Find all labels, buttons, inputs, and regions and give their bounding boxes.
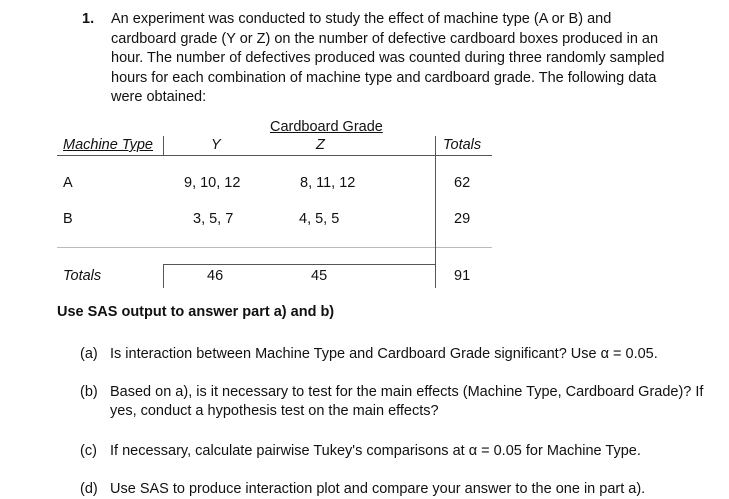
- totals-row-label: Totals: [63, 268, 102, 284]
- cell-a-z: 8, 11, 12: [300, 175, 356, 191]
- table-rule-totals: [163, 264, 435, 265]
- table-rule-mid: [57, 247, 492, 248]
- cell-a-y: 9, 10, 12: [184, 175, 241, 191]
- group-header: Cardboard Grade: [270, 119, 383, 135]
- part-label: (d): [80, 481, 98, 497]
- part-text: Is interaction between Machine Type and Cardboard Grade significant? Use α = 0.05.: [110, 346, 658, 362]
- part-text: If necessary, calculate pairwise Tukey's comparisons at α = 0.05 for Machine Type.: [110, 443, 641, 459]
- cell-b-total: 29: [454, 211, 471, 227]
- col-header-z: Z: [316, 137, 325, 153]
- part-label: (b): [80, 384, 98, 400]
- table-vline-right: [435, 136, 436, 288]
- table-vline-left-top: [163, 136, 164, 156]
- row-header: Machine Type: [63, 137, 153, 153]
- problem-text: [111, 10, 691, 108]
- problem-number: 1.: [82, 11, 95, 27]
- part-label: (c): [80, 443, 97, 459]
- col-header-y: Y: [211, 137, 221, 153]
- problem-line: hour. The number of defectives produced was counted during three randomly sampled: [111, 50, 665, 66]
- row-label-b: B: [63, 211, 73, 227]
- col-header-totals: Totals: [443, 137, 482, 153]
- problem-line: hours for each combination of machine type and cardboard grade. The following data: [111, 69, 657, 86]
- problem-line: cardboard grade (Y or Z) on the number of defective cardboard boxes produced in an: [111, 30, 659, 47]
- cell-a-total: 62: [454, 175, 471, 191]
- total-y: 46: [207, 268, 224, 284]
- cell-b-y: 3, 5, 7: [193, 211, 234, 227]
- part-text: Use SAS to produce interaction plot and compare your answer to the one in part a).: [110, 481, 646, 497]
- row-label-a: A: [63, 175, 73, 191]
- part-label: (a): [80, 346, 98, 362]
- problem-line: were obtained:: [111, 89, 207, 105]
- instruction-text: Use SAS output to answer part a) and b): [57, 304, 335, 320]
- cell-b-z: 4, 5, 5: [299, 211, 340, 227]
- total-z: 45: [311, 268, 328, 284]
- problem-line: An experiment was conducted to study the effect of machine type (A or B) and: [111, 11, 612, 27]
- part-text: Based on a), is it necessary to test for the main effects (Machine Type, Cardboard Grade)? If yes, conduct a hypothesis test on the main effects?: [110, 384, 704, 419]
- table-vline-left-bottom: [163, 264, 164, 288]
- table-rule-top: [57, 155, 492, 156]
- grand-total: 91: [454, 268, 471, 284]
